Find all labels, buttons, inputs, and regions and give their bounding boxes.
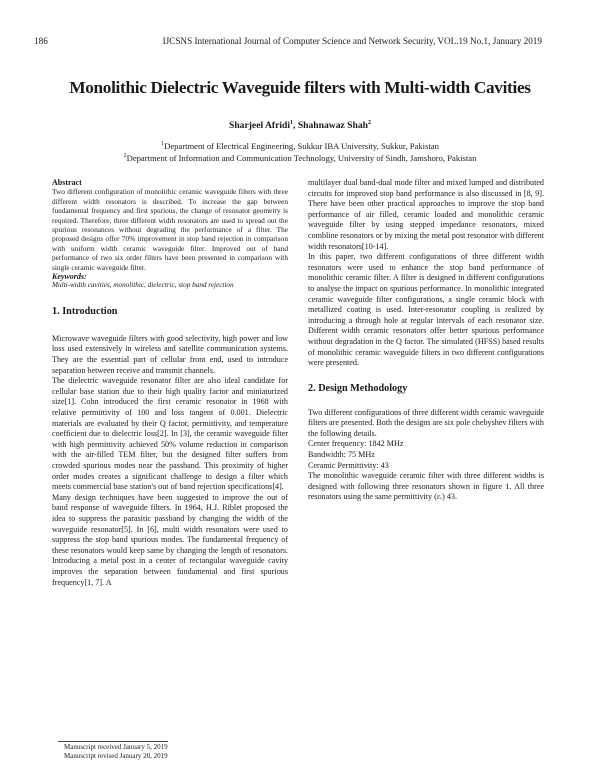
- body-paragraph: Microwave waveguide filters with good selectivity, high power and low loss used extensively in wireless and satellite communication systems. They are the essential part of cellular front end, used to introduce separation between receive and transmit channels.: [52, 333, 288, 375]
- right-column: [308, 178, 544, 503]
- author-list: [0, 120, 600, 131]
- abstract-text: Two different configuration of monolithic ceramic waveguide filters with three different width resonators is described. To increase the gap between fundamental frequency and first spurious, the change of resonator geometry is required. Therefore, three different width resonators are used to spread out the spurious resonances without degrading the performance of a filter. The proposed designs offer 70% improvement in stop band rejection in comparison with uniform width ceramic waveguide filter. Improved out of band performance of two six order filters have been presented in comparison with single ceramic waveguide filter.: [52, 187, 288, 272]
- keywords-heading: Keywords:: [52, 272, 87, 282]
- body-paragraph: In this paper, two different configurations of three different width resonators were used to enhance the stop band performance of monolithic ceramic filter. A filter is designed in different configurations to analyse the impact on spurious performance. In monolithic integrated ceramic waveguide filter configurations, a single ceramic block with metallized coating is used. Inter-resonator coupling is realized by introducing a through hole at regular intervals of each resonator size. Different width ceramic resonators offer better spurious performance without degradation in the Q factor. The simulated (HFSS) based results of monolithic ceramic waveguide filters in two different configurations were presented.: [308, 252, 544, 368]
- spec-line: Bandwidth: 75 MHz: [308, 450, 375, 460]
- keywords-text: Multi-width cavities, monolithic, dielectric, stop band rejection: [52, 281, 234, 290]
- footnote: Manuscript received January 5, 2019: [64, 743, 168, 751]
- body-paragraph: Two different configurations of three different width ceramic waveguide filters are presented. Both the designs are six pole chebyshev filters with the following details.: [308, 407, 544, 438]
- section-heading-introduction: 1. Introduction: [52, 305, 118, 317]
- spec-line: Ceramic Permittivity: 43: [308, 460, 389, 470]
- author-affil-mark: 2: [367, 119, 371, 126]
- left-column: [52, 178, 288, 588]
- body-paragraph: Many design techniques have been suggested to improve the out of band response of waveguide filters. In 1964, H.J. Riblet proposed the idea to suppress the parasitic passband by changing the width of the waveguide resonator[5]. In [6], multi width resonators were used to suppress the stop band spurious modes. The fundamental frequency of these resonators would keep same by changing the length of resonators. Introducing a metal post in a center of rectangular waveguide cavity improves the separation between fundamental and first spurious frequency[1, 7]. A: [52, 492, 288, 587]
- affiliation: [0, 141, 600, 151]
- affiliation: [0, 153, 600, 163]
- abstract-block: [52, 178, 288, 291]
- author-name: Sharjeel Afridi: [229, 120, 291, 131]
- page-number: 186: [34, 36, 48, 46]
- author-affil-mark: 1: [290, 119, 294, 126]
- author-name: Shahnawaz Shah: [297, 120, 368, 131]
- paper-title: Monolithic Dielectric Waveguide filters with Multi-width Cavities: [69, 78, 531, 97]
- affiliation-text: Department of Information and Communication Technology, University of Sindh, Jamshoro, Pakistan: [126, 153, 477, 163]
- body-paragraph: The dielectric waveguide resonator filter are also ideal candidate for cellular base station due to their high quality factor and miniaturized size[1]. Cohn introduced the first ceramic resonator in 1968 with relative permittivity of 100 and loss tangent of 0.001. Dielectric materials are evaluated by their Q factor, permittivity, and temperature coefficient due to dielectric loss[2]. In [3], the ceramic waveguide filter with high permittivity achieved 50% volume reduction in comparison with the air-filled TEM filter, but the designed filter suffers from crowded spurious modes near the passband. This proximity of higher order modes creates a significant challenge to design a filter which meets commercial base station's out of band rejection specifications[4].: [52, 376, 288, 492]
- abstract-heading: Abstract: [52, 178, 82, 187]
- journal-name: IJCSNS International Journal of Computer Science and Network Security, VOL.19 No.1, January 2019: [162, 36, 542, 46]
- running-header: [34, 36, 542, 46]
- author-separator: ,: [293, 120, 298, 131]
- spec-line: Center frequency: 1842 MHz: [308, 439, 404, 449]
- affiliation-mark: 2: [123, 153, 127, 160]
- affiliation-text: Department of Electrical Engineering, Sukkur IBA University, Sukkur, Pakistan: [164, 141, 439, 151]
- body-paragraph: multilayer dual band-dual mode filter and mixed lumped and distributed circuits for improved stop band performance is also discussed in [8, 9]. There have been other practical approaches to improve the stop band performance of air filled, ceramic loaded and monolithic ceramic waveguide filter by using stepped impedance resonators, mixed combline resonators or by mixing the metal post resonator with different width resonators[10-14].: [308, 178, 544, 251]
- section-heading-design-methodology: 2. Design Methodology: [308, 382, 408, 394]
- body-paragraph: The monolithic waveguide ceramic filter with three different widths is designed with following three resonators shown in figure 1. All three resonators using the same permittivity (εᵣ) 43.: [308, 471, 544, 502]
- affiliation-mark: 1: [161, 141, 165, 148]
- footnote-divider: [58, 741, 168, 742]
- footnote: Manuscript revised January 20, 2019: [64, 752, 168, 760]
